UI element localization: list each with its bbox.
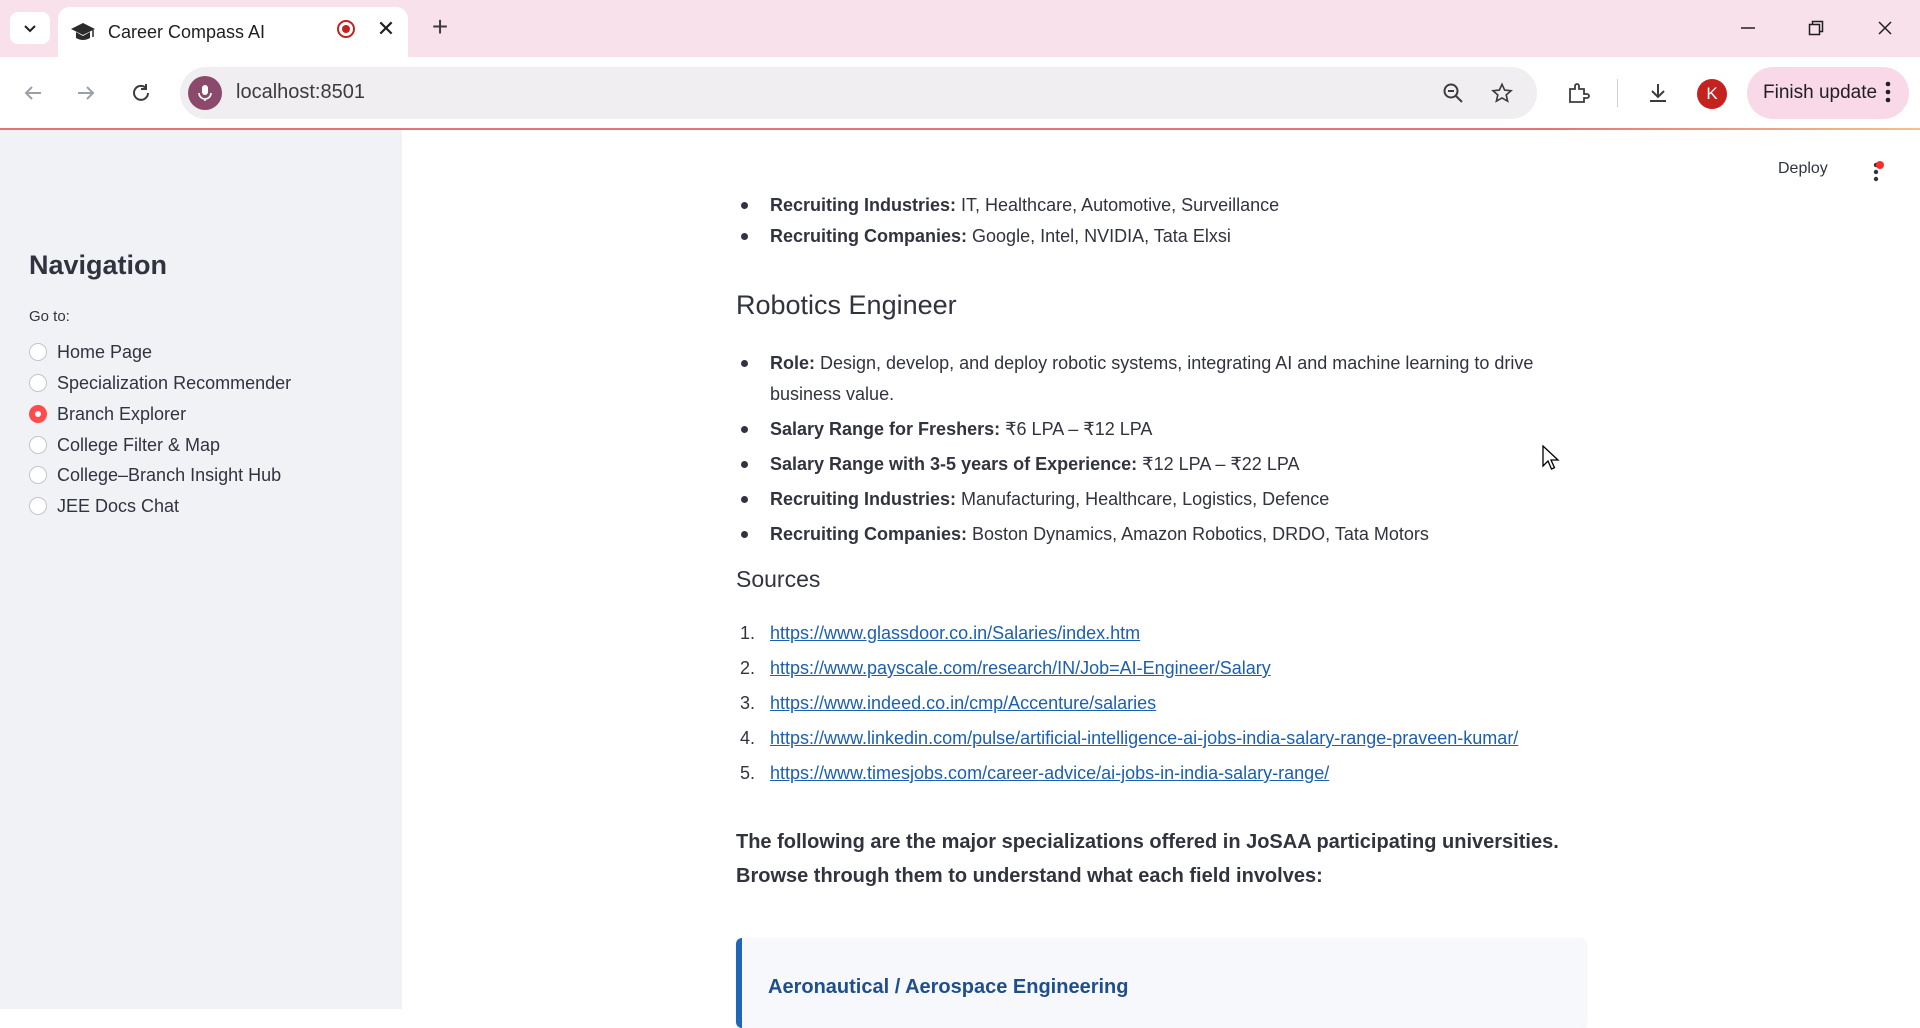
minimize-icon xyxy=(1740,20,1756,36)
forward-button[interactable] xyxy=(66,73,106,113)
restore-icon xyxy=(1808,20,1824,36)
reload-button[interactable] xyxy=(121,73,161,113)
intro-text: The following are the major specializations offered in JoSAA participating universities. Browse through them to understand what each field involves: xyxy=(736,831,1559,887)
address-bar[interactable] xyxy=(180,67,1537,119)
nav-label: Specialization Recommender xyxy=(57,372,292,393)
back-arrow-icon xyxy=(23,83,43,103)
nav-radio-branch-explorer[interactable] xyxy=(29,402,186,426)
microphone-icon[interactable] xyxy=(188,76,222,110)
puzzle-icon xyxy=(1566,81,1590,105)
source-link[interactable]: https://www.timesjobs.com/career-advice/ai-jobs-in-india-salary-range/ xyxy=(770,763,1330,783)
deploy-button[interactable]: Deploy xyxy=(1778,160,1828,177)
source-link[interactable]: https://www.glassdoor.co.in/Salaries/index.htm xyxy=(770,623,1141,643)
finish-update-button[interactable] xyxy=(1747,67,1909,119)
notification-dot xyxy=(1876,161,1884,169)
list-item: Recruiting Companies: Boston Dynamics, Amazon Robotics, DRDO, Tata Motors xyxy=(736,519,1580,550)
list-item: Role: Design, develop, and deploy robotic systems, integrating AI and machine learning to drive business value. xyxy=(736,348,1580,410)
radio-button[interactable] xyxy=(29,374,47,392)
source-item: 2. https://www.payscale.com/research/IN/Job=AI-Engineer/Salary xyxy=(740,658,1271,678)
back-button[interactable] xyxy=(13,73,53,113)
goto-label: Go to: xyxy=(29,308,70,325)
nav-radio-specialization-recommender[interactable] xyxy=(29,371,291,395)
minimize-button[interactable] xyxy=(1728,10,1768,46)
restore-button[interactable] xyxy=(1796,10,1836,46)
nav-label: Home Page xyxy=(57,341,153,362)
source-item: 1. https://www.glassdoor.co.in/Salaries/index.htm xyxy=(740,623,1141,643)
profile-avatar[interactable]: K xyxy=(1697,79,1727,109)
nav-label: Branch Explorer xyxy=(57,403,187,424)
radio-button-selected[interactable] xyxy=(29,405,47,423)
sources-list xyxy=(736,616,1580,791)
download-icon xyxy=(1646,81,1670,105)
finish-update-label: Finish update xyxy=(1763,82,1878,103)
url-text[interactable]: localhost:8501 xyxy=(236,81,365,103)
source-item: 5. https://www.timesjobs.com/career-advice/ai-jobs-in-india-salary-range/ xyxy=(740,763,1330,783)
source-item: 4. https://www.linkedin.com/pulse/artificial-intelligence-ai-jobs-india-salary-range-praveen-kumar/ xyxy=(740,728,1519,748)
radio-button[interactable] xyxy=(29,497,47,515)
toolbar-divider xyxy=(1617,79,1618,107)
extensions-button[interactable] xyxy=(1558,73,1598,113)
graduation-cap-icon xyxy=(70,19,96,45)
list-item: Salary Range for Freshers: ₹6 LPA – ₹12 LPA xyxy=(736,414,1580,445)
robotics-details-list xyxy=(736,348,1580,550)
forward-arrow-icon xyxy=(76,83,96,103)
radio-button[interactable] xyxy=(29,343,47,361)
recording-icon xyxy=(337,20,355,38)
tab-close-icon[interactable]: ✕ xyxy=(376,16,396,41)
new-tab-button[interactable]: + xyxy=(431,11,449,42)
browser-toolbar xyxy=(0,57,1920,129)
tab-title: Career Compass AI xyxy=(108,22,266,42)
robotics-heading: Robotics Engineer xyxy=(736,290,957,320)
source-link[interactable]: https://www.linkedin.com/pulse/artificial-intelligence-ai-jobs-india-salary-range-praveen-kumar/ xyxy=(770,728,1519,748)
list-item: Recruiting Industries: Manufacturing, Healthcare, Logistics, Defence xyxy=(736,484,1580,515)
previous-role-list xyxy=(736,190,1580,252)
source-item: 3. https://www.indeed.co.in/cmp/Accenture/salaries xyxy=(740,693,1157,713)
nav-radio-home[interactable] xyxy=(29,340,152,364)
more-vert-icon xyxy=(1885,80,1891,104)
nav-label: College Filter & Map xyxy=(57,434,221,455)
mouse-cursor-icon xyxy=(1541,445,1561,473)
radio-button[interactable] xyxy=(29,466,47,484)
tab-strip xyxy=(0,0,1920,57)
downloads-button[interactable] xyxy=(1638,73,1678,113)
source-link[interactable]: https://www.payscale.com/research/IN/Job=AI-Engineer/Salary xyxy=(770,658,1271,678)
specialization-card[interactable] xyxy=(736,938,1586,1028)
sources-heading: Sources xyxy=(736,566,821,592)
source-link[interactable]: https://www.indeed.co.in/cmp/Accenture/salaries xyxy=(770,693,1157,713)
nav-radio-jee-docs-chat[interactable] xyxy=(29,494,179,518)
sidebar xyxy=(0,130,402,1009)
chevron-down-icon xyxy=(22,20,38,36)
active-tab[interactable] xyxy=(58,7,408,57)
tab-search-button[interactable] xyxy=(10,12,50,44)
close-window-button[interactable] xyxy=(1865,10,1905,46)
sidebar-title: Navigation xyxy=(29,250,168,280)
reload-icon xyxy=(130,82,152,104)
list-item: Recruiting Industries: IT, Healthcare, Automotive, Surveillance xyxy=(736,190,1580,221)
close-icon xyxy=(1877,20,1893,36)
list-item: Salary Range with 3-5 years of Experience: ₹12 LPA – ₹22 LPA xyxy=(736,449,1580,480)
nav-radio-insight-hub[interactable] xyxy=(29,463,281,487)
card-title: Aeronautical / Aerospace Engineering xyxy=(768,976,1129,998)
zoom-icon[interactable] xyxy=(1437,77,1469,109)
bookmark-star-icon[interactable] xyxy=(1486,77,1518,109)
list-item: Recruiting Companies: Google, Intel, NVIDIA, Tata Elxsi xyxy=(736,221,1580,252)
radio-button[interactable] xyxy=(29,436,47,454)
nav-radio-college-filter-map[interactable] xyxy=(29,433,220,457)
nav-label: JEE Docs Chat xyxy=(57,495,180,516)
nav-label: College–Branch Insight Hub xyxy=(57,464,282,485)
